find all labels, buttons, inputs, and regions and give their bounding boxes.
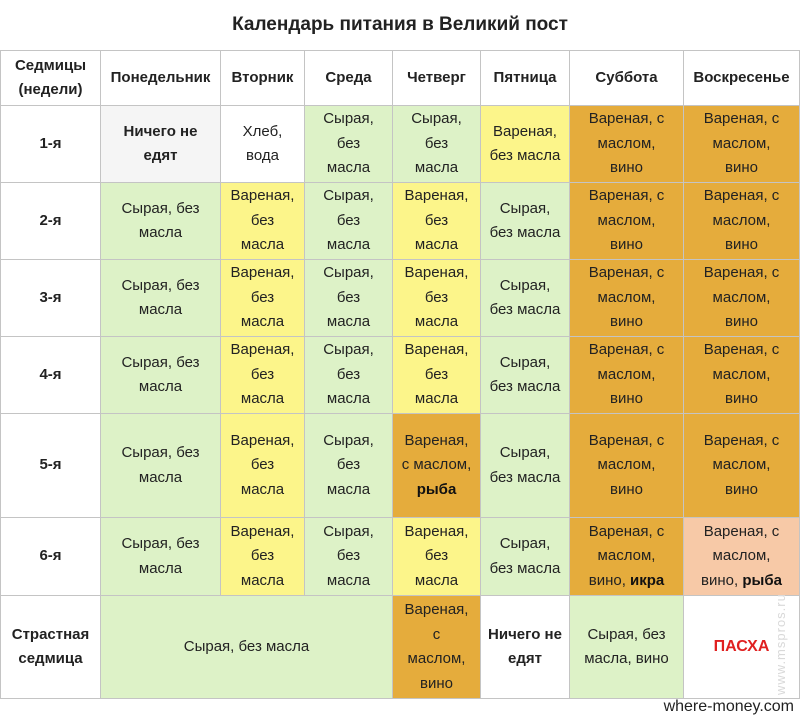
cell-line: без (424, 134, 449, 152)
cell-line: без (424, 288, 449, 306)
cell-line: Сырая, без (121, 199, 200, 217)
pascha-label: ПАСХА (713, 637, 770, 655)
cell-line: Вареная, с (588, 522, 665, 540)
cell-boiled (481, 106, 570, 183)
cell-oil-fish (393, 414, 481, 518)
cell-oil-wine (570, 260, 684, 337)
cell-line: маслом, (597, 547, 656, 565)
cell-line: вино (725, 159, 758, 177)
cell-line: Вареная, (404, 431, 469, 449)
cell-line: масла (138, 224, 183, 241)
cell-line: Хлеб, (242, 122, 283, 140)
cell-line: Сырая, (499, 535, 551, 552)
cell-boiled (221, 518, 305, 596)
cell-line: Сырая, (323, 187, 374, 205)
cell-line: вино (610, 390, 643, 408)
cell-line: Вареная, с (588, 431, 665, 449)
cell-line: вино (725, 313, 758, 331)
cell-line: Вареная, с (703, 522, 780, 540)
cell-line: масла (414, 313, 459, 331)
cell-oil-wine (684, 106, 800, 183)
cell-line: Сырая, (323, 341, 374, 359)
cell-line: маслом, (712, 547, 771, 565)
corner-header-line-1: Седмицы (14, 56, 87, 74)
cell-line: Вареная, с (703, 431, 780, 449)
week-row-1 (1, 106, 800, 183)
holy-week-label-line-2: седмица (18, 650, 83, 667)
cell-bread-water (221, 106, 305, 183)
day-header-thursday: Четверг (393, 51, 481, 106)
cell-line: без (336, 456, 361, 474)
header-row (1, 51, 800, 106)
cell-raw (481, 414, 570, 518)
cell-raw (305, 106, 393, 183)
cell-raw (305, 414, 393, 518)
cell-line: Вареная, с (588, 110, 665, 128)
cell-line: вино (610, 480, 643, 498)
cell-line: маслом, (597, 211, 656, 229)
cell-line: масла (240, 571, 285, 589)
cell-oil-wine (393, 596, 481, 699)
cell-line: масла (240, 480, 285, 498)
cell-line: Вареная, (230, 341, 295, 359)
cell-line: без масла (489, 559, 561, 577)
cell-line: едят (143, 147, 178, 164)
cell-line: с (432, 625, 441, 643)
cell-raw (481, 260, 570, 337)
cell-line: без (250, 547, 275, 565)
cell-raw (101, 260, 221, 337)
cell-oil-wine (570, 183, 684, 260)
footer-source: where-money.com (663, 698, 794, 715)
cell-line: без (250, 288, 275, 306)
cell-line: Сырая, без (121, 444, 200, 461)
cell-raw (305, 337, 393, 414)
week-row-6 (1, 518, 800, 596)
cell-line: Сырая, (323, 110, 374, 128)
cell-line: Сырая, (323, 522, 374, 540)
cell-line-caviar: икра (630, 571, 665, 589)
week-label: 5-я (1, 414, 101, 518)
cell-line: маслом, (597, 288, 656, 306)
cell-line: маслом, (712, 211, 771, 229)
cell-oil-wine (684, 337, 800, 414)
cell-line: без (336, 211, 361, 229)
cell-line: масла (240, 390, 285, 408)
cell-raw (101, 414, 221, 518)
cell-line: маслом, (712, 288, 771, 306)
cell-line: Сырая, без (121, 353, 200, 371)
cell-raw (481, 337, 570, 414)
cell-line: без (424, 211, 449, 229)
cell-raw (481, 183, 570, 260)
cell-line: маслом, (597, 365, 656, 383)
holy-week-label (1, 596, 101, 699)
cell-line: вино (420, 674, 453, 692)
cell-line: Вареная, (404, 522, 469, 540)
cell-oil-wine (570, 337, 684, 414)
cell-line: вино (610, 236, 643, 254)
cell-line: Вареная, (230, 264, 295, 282)
week-label: 2-я (1, 183, 101, 260)
week-label: 4-я (1, 337, 101, 414)
cell-line: масла (414, 390, 459, 408)
cell-line: вино (610, 313, 643, 331)
cell-boiled (221, 414, 305, 518)
day-header-tuesday: Вторник (221, 51, 305, 106)
cell-line: вино (725, 390, 758, 408)
cell-oil-wine (684, 260, 800, 337)
cell-line: без масла (489, 301, 561, 318)
cell-raw (101, 183, 221, 260)
day-header-wednesday: Среда (305, 51, 393, 106)
cell-line: маслом, (712, 456, 771, 474)
cell-line: маслом, (712, 365, 771, 383)
cell-line: без (336, 134, 361, 152)
cell-raw-mon-wed: Сырая, без масла (101, 596, 393, 699)
cell-line: едят (508, 650, 542, 667)
week-row-4 (1, 337, 800, 414)
cell-line: Сырая, (499, 276, 551, 294)
cell-line: масла (138, 301, 183, 318)
cell-line-wine: вино, (588, 571, 631, 589)
cell-raw (305, 518, 393, 596)
corner-header-line-2: (недели) (18, 81, 83, 98)
cell-boiled (221, 260, 305, 337)
cell-oil-wine (570, 106, 684, 183)
cell-line (572, 569, 681, 594)
cell-line: Ничего не (123, 122, 198, 140)
cell-line: с маслом, (401, 456, 472, 474)
fasting-calendar-table (0, 50, 800, 699)
day-header-friday: Пятница (481, 51, 570, 106)
cell-line: Сырая, (499, 444, 551, 461)
cell-line: Вареная, (230, 522, 295, 540)
cell-line: без (424, 365, 449, 383)
week-label: 3-я (1, 260, 101, 337)
cell-line: масла (414, 571, 459, 589)
cell-raw (393, 106, 481, 183)
cell-line: без (250, 211, 275, 229)
cell-line: без масла (489, 468, 561, 486)
cell-line: Вареная, (404, 264, 469, 282)
week-label: 1-я (1, 106, 101, 183)
cell-line: Сырая, (499, 353, 551, 371)
cell-line: маслом, (712, 134, 771, 152)
cell-line: Вареная, с (588, 341, 665, 359)
cell-line: масла (326, 159, 371, 177)
cell-line: Вареная, с (703, 264, 780, 282)
cell-line: масла (138, 378, 183, 395)
cell-line: Вареная, с (703, 110, 780, 128)
cell-raw (101, 518, 221, 596)
cell-line: вода (246, 147, 279, 164)
cell-line: масла (326, 313, 371, 331)
cell-line: маслом, (597, 134, 656, 152)
cell-line: без (336, 547, 361, 565)
cell-boiled (393, 260, 481, 337)
cell-line: Сырая, без (121, 276, 200, 294)
week-label: 6-я (1, 518, 101, 596)
week-row-3 (1, 260, 800, 337)
cell-line: масла (138, 559, 183, 577)
cell-line: Вареная, с (703, 341, 780, 359)
cell-line: масла, вино (584, 650, 669, 667)
cell-line: Вареная, (230, 431, 295, 449)
cell-boiled (393, 183, 481, 260)
holy-week-label-line-1: Страстная (11, 625, 90, 643)
cell-line: масла (326, 480, 371, 498)
day-header-sunday: Воскресенье (684, 51, 800, 106)
cell-line: без масла (489, 378, 561, 395)
cell-line: маслом, (597, 456, 656, 474)
cell-line: Вареная, с (588, 264, 665, 282)
cell-oil-wine (684, 183, 800, 260)
watermark-text: www.mspros.ru (773, 593, 788, 695)
week-row-5 (1, 414, 800, 518)
cell-nothing (481, 596, 570, 699)
cell-oil-wine (684, 414, 800, 518)
cell-line: Сырая, (323, 264, 374, 282)
cell-line: Вареная, (493, 122, 557, 140)
cell-raw-wine (570, 596, 684, 699)
cell-line: вино (725, 236, 758, 254)
cell-line: Сырая, (411, 110, 462, 128)
cell-line: Вареная, с (703, 187, 780, 205)
cell-raw (305, 183, 393, 260)
cell-line: без (250, 456, 275, 474)
cell-line-fish: рыба (416, 480, 457, 498)
cell-nothing (101, 106, 221, 183)
cell-line: Вареная, с (588, 187, 665, 205)
cell-line: без (336, 365, 361, 383)
watermark (769, 545, 795, 695)
cell-line: Ничего не (488, 625, 562, 643)
cell-line: маслом, (407, 650, 466, 667)
cell-line-wine: вино, (701, 571, 743, 589)
cell-line: без масла (489, 147, 561, 164)
cell-oil-wine-caviar (570, 518, 684, 596)
cell-line: масла (138, 468, 183, 486)
cell-line: без масла (489, 224, 561, 241)
cell-line: без (424, 547, 449, 565)
cell-line: масла (240, 313, 285, 331)
cell-line: масла (414, 236, 459, 254)
cell-line: масла (240, 236, 285, 254)
week-row-2 (1, 183, 800, 260)
cell-line: Вареная, (404, 187, 469, 205)
holy-week-row (1, 596, 800, 699)
cell-boiled (221, 337, 305, 414)
corner-header (1, 51, 101, 106)
cell-line: вино (725, 480, 758, 498)
cell-boiled (393, 518, 481, 596)
day-header-saturday: Суббота (570, 51, 684, 106)
cell-line-fish: рыба (742, 571, 782, 589)
cell-line: Сырая, без (121, 535, 200, 552)
cell-line: Вареная, (404, 601, 469, 618)
cell-line: Вареная, (404, 341, 469, 359)
cell-raw (101, 337, 221, 414)
cell-line: масла (326, 390, 371, 408)
cell-line: масла (326, 571, 371, 589)
cell-line: без (336, 288, 361, 306)
cell-line: Сырая, без (587, 625, 666, 643)
cell-line: Сырая, (499, 199, 551, 217)
cell-line: без (250, 365, 275, 383)
day-header-monday: Понедельник (101, 51, 221, 106)
cell-line: масла (326, 236, 371, 254)
cell-boiled (221, 183, 305, 260)
cell-boiled (393, 337, 481, 414)
cell-oil-wine (570, 414, 684, 518)
page-title: Календарь питания в Великий пост (232, 14, 568, 35)
cell-line: Вареная, (230, 187, 295, 205)
cell-line: масла (414, 159, 459, 177)
cell-line: Сырая, (323, 431, 374, 449)
cell-raw (305, 260, 393, 337)
cell-raw (481, 518, 570, 596)
cell-line: вино (610, 159, 643, 177)
